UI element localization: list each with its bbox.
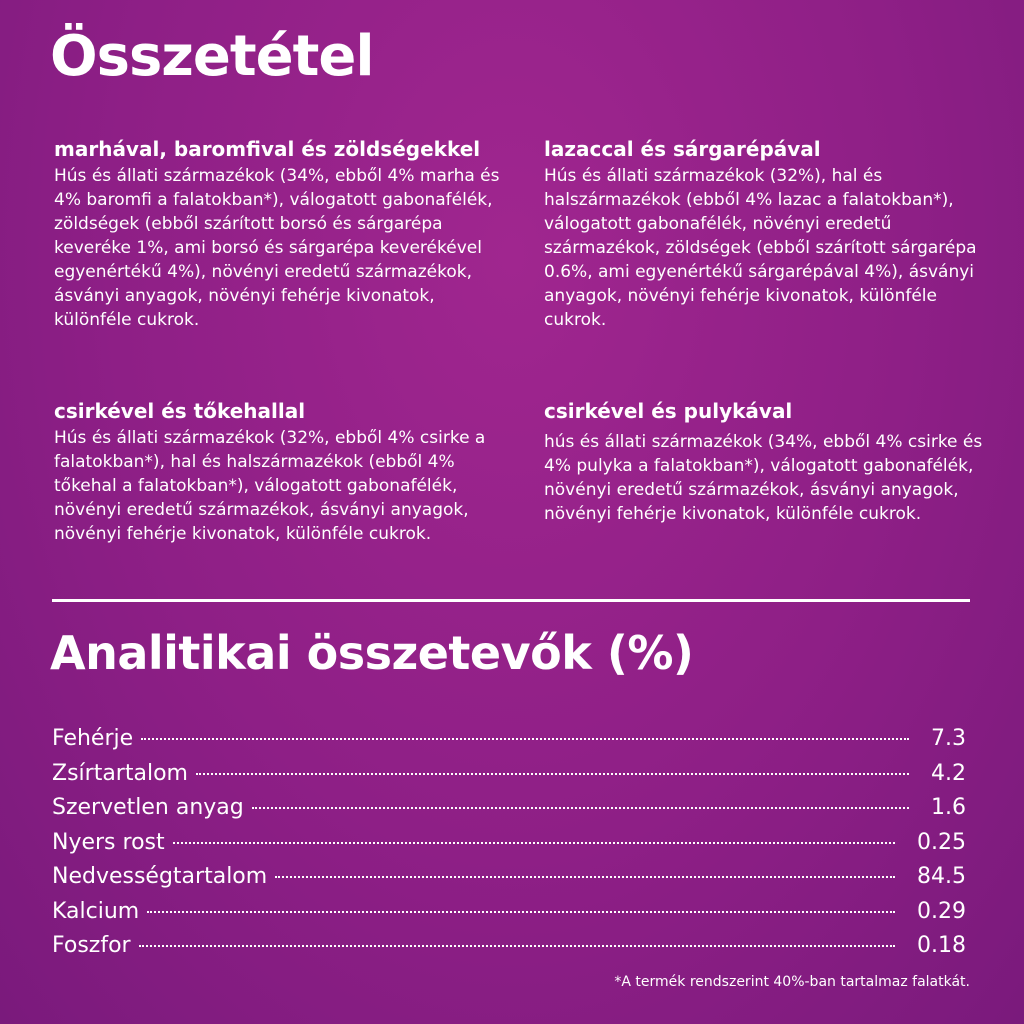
ingredient-text: Hús és állati származékok (34%, ebből 4% marha és 4% baromfi a falatokban*), válogatott gabonafélék, zöldségek (ebből szárított borsó és sárgarépa keveréke 1%, ami borsó és sárgarépa keverékével egyenértékű 4%), növényi eredetű származékok, ásványi anyagok, növényi fehérje kivonatok, különféle cukrok. <box>54 166 500 330</box>
ingredient-text: hús és állati származékok (34%, ebből 4% csirke és 4% pulyka a falatokban*), válogatott gabonafélék, növényi eredetű származékok, ásványi anyagok, növényi fehérje kivonatok, különféle cukrok. <box>544 432 983 524</box>
analysis-value: 0.29 <box>917 898 966 924</box>
ingredient-block-beef-poultry <box>54 136 514 332</box>
footnote: *A termék rendszerint 40%-ban tartalmaz falatkát. <box>614 974 970 990</box>
dot-leader <box>147 911 895 913</box>
section-divider <box>52 599 970 602</box>
ingredient-block-chicken-turkey <box>544 398 984 526</box>
ingredient-text: Hús és állati származékok (32%), hal és halszármazékok (ebből 4% lazac a falatokban*), válogatott gabonafélék, növényi eredetű származékok, zöldségek (ebből szárított sárgarépa 0.6%, ami egyenértékű sárgarépával 4%), ásványi anyagok, növényi fehérje kivonatok, különféle cukrok. <box>544 166 977 330</box>
dot-leader <box>275 876 895 878</box>
ingredient-heading: lazaccal és sárgarépával <box>544 137 821 161</box>
ingredient-text: Hús és állati származékok (32%, ebből 4% csirke a falatokban*), hal és halszármazékok (ebből 4% tőkehal a falatokban*), válogatott gabonafélék, növényi eredetű származékok, ásványi anyagok, növényi fehérje kivonatok, különféle cukrok. <box>54 428 486 544</box>
analysis-label: Kalcium <box>52 898 140 924</box>
analysis-value: 84.5 <box>917 864 966 889</box>
analysis-label: Fehérje <box>52 726 134 751</box>
ingredient-block-chicken-cod <box>54 398 514 546</box>
analysis-value: 1.6 <box>931 795 966 820</box>
analysis-label: Szervetlen anyag <box>52 795 244 820</box>
dot-leader <box>173 842 895 844</box>
ingredient-heading: csirkével és pulykával <box>544 399 793 423</box>
analysis-row <box>52 929 966 964</box>
analysis-value: 4.2 <box>931 760 966 786</box>
analysis-value: 0.18 <box>917 933 966 958</box>
analysis-row <box>52 895 966 930</box>
analysis-value: 7.3 <box>931 726 966 751</box>
analysis-label: Zsírtartalom <box>52 760 188 786</box>
ingredient-heading: marhával, baromfival és zöldségekkel <box>54 137 481 161</box>
ingredient-heading: csirkével és tőkehallal <box>54 399 306 423</box>
dot-leader <box>139 945 895 947</box>
analysis-label: Nyers rost <box>52 829 165 855</box>
analysis-row <box>52 722 966 757</box>
dot-leader <box>252 807 909 809</box>
analysis-label: Foszfor <box>52 933 131 958</box>
dot-leader <box>141 738 909 740</box>
ingredient-block-salmon-carrot <box>544 136 984 332</box>
analysis-value: 0.25 <box>917 829 966 855</box>
analysis-row <box>52 826 966 861</box>
analysis-row <box>52 791 966 826</box>
analysis-label: Nedvességtartalom <box>52 864 268 889</box>
analysis-title: Analitikai összetevők (%) <box>50 626 694 680</box>
dot-leader <box>196 773 909 775</box>
page-title: Összetétel <box>50 24 374 89</box>
analysis-row <box>52 757 966 792</box>
analysis-row <box>52 860 966 895</box>
analysis-table <box>52 722 966 964</box>
